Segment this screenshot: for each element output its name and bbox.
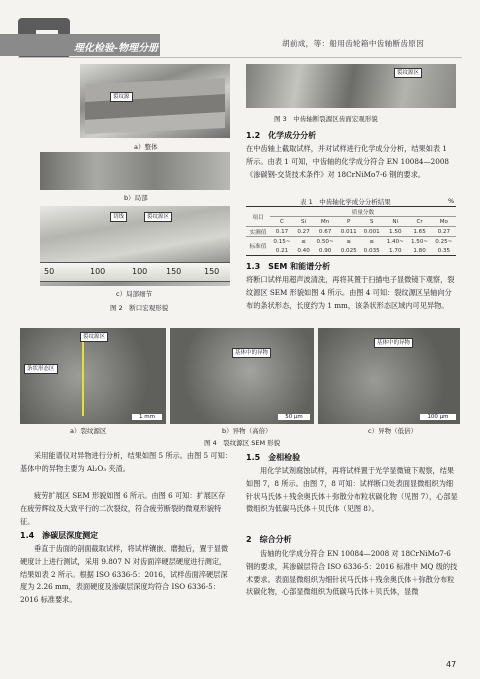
scale-bar: 1 mm xyxy=(132,414,162,420)
page-number: 47 xyxy=(446,660,457,669)
figure2c-photo xyxy=(40,206,230,286)
ruler-number: 150 xyxy=(166,267,182,276)
table-cell: 0.40 xyxy=(297,247,310,254)
running-head: 胡前成，等：船用齿轮箱中齿轴断齿原因 xyxy=(282,39,425,48)
table-cell: 1.50~ xyxy=(410,238,429,245)
tag-crack-source-a: 裂纹源 xyxy=(110,92,133,102)
section-1-5-heading: 1.5 金相检验 xyxy=(246,453,301,462)
table-cell: 0.50~ xyxy=(316,238,334,245)
table-cell: 0.21 xyxy=(275,247,289,254)
table-cell: ≤ xyxy=(346,238,352,245)
table-cell: 0.67 xyxy=(313,227,337,237)
table-cell: ≤ xyxy=(301,238,306,245)
figure2b-photo xyxy=(40,152,230,190)
figure4c-sem xyxy=(318,328,460,424)
table1-col: P xyxy=(337,217,360,227)
table-cell: 实测值 xyxy=(246,227,270,237)
figure2a-label: a）整体 xyxy=(134,143,158,151)
table1-caption: 表 1 中齿轴化学成分分析结果 xyxy=(300,198,391,206)
ruler-number: 100 xyxy=(132,267,148,276)
figure2c-label: c）局部细节 xyxy=(116,290,153,298)
scale-bar: 100 μm xyxy=(420,414,456,420)
table-cell: 0.27 xyxy=(294,227,313,237)
table-cell: 0.90 xyxy=(318,247,332,254)
table1-col: C xyxy=(270,217,294,227)
table1-col: S xyxy=(360,217,383,227)
section-1-2-text: 在中齿轴上截取试样，并对试样进行化学成分分析，结果如表 1 所示。由表 1 可知，中齿轴的化学成分符合 EN 10084—2008《渗碳钢-交货技术条件》对 18CrNiMo7-6 钢的要求。 xyxy=(246,144,449,179)
tag-crack-source-sem: 裂纹源区 xyxy=(80,332,108,342)
left-para-1: 采用能谱仪对异物进行分析，结果如图 5 所示。由图 5 可知：基体中的异物主要为 Al₂O₃ 夹渣。 xyxy=(20,451,232,473)
table-cell: 0.15~ xyxy=(273,238,291,245)
left-para-2: 疲劳扩展区 SEM 形貌如图 6 所示。由图 6 可知：扩展区存在疲劳辉纹及大致平行的二次裂纹，符合疲劳断裂的微观形貌特征。 xyxy=(20,491,226,526)
table-cell: 0.001 xyxy=(360,227,383,237)
table-cell: ≤ xyxy=(369,238,375,245)
figure3-caption: 图 3 中齿轴断裂源区齿面宏观形貌 xyxy=(274,115,378,123)
figure4a-label: a）裂纹源区 xyxy=(70,427,107,435)
table-row xyxy=(246,237,456,247)
section-1-4-heading: 1.4 渗碳层深度测定 xyxy=(20,531,99,540)
left-para-3: 垂直于齿面的剖面截取试样，将试样镶嵌、磨抛后，置于显微硬度计上进行测试，采用 9.807 N 对齿面淬硬层硬度进行测定，结果如表 2 所示。根据 ISO 6336-5：2016，试样齿面淬硬层深度为 2.26 mm，表面硬度及渗碳层深度均符合 ISO 6336-5：2016 标准要求。 xyxy=(20,544,229,605)
tag-crack-source-b: 裂纹源区 xyxy=(144,212,172,222)
table-cell: 0.35 xyxy=(437,247,451,254)
ruler-number: 50 xyxy=(44,267,55,276)
table1 xyxy=(246,206,456,256)
figure2a-photo xyxy=(80,64,230,138)
section-2-heading: 2 综合分析 xyxy=(246,535,292,544)
journal-title: 理化检验-物理分册 xyxy=(74,43,159,54)
table-cell: 0.011 xyxy=(337,227,360,237)
table1-col: Ni xyxy=(383,217,407,227)
table-cell: 1.70 xyxy=(389,247,402,254)
table-cell: 标准值 xyxy=(249,244,267,250)
right-para-1: 用化学试剂腐蚀试样，再将试样置于光学显微镜下观察，结果如图 7，8 所示。由图 7，8 可知：试样断口处表面显微组织为细针状马氏体＋残余奥氏体＋弥散分布粒状碳化物（见图 7），心部显微组织为低碳马氏体＋贝氏体（见图 8）。 xyxy=(246,466,458,514)
tag-step-line: 切线 xyxy=(110,212,127,222)
figure2b-label: b）局部 xyxy=(124,194,148,202)
table1-unit: % xyxy=(448,197,455,205)
section-1-3-text: 将断口试样用超声波清洗，再将其置于扫描电子显微镜下观察，裂纹源区 SEM 形貌如图 4 所示。由图 4 可知：裂纹源区呈轴向分布的条状形态，长度约为 1 mm，该条状形态区域内可见异物。 xyxy=(246,275,455,310)
table1-header-group: 质量分数 xyxy=(270,207,456,217)
table-cell: 0.27 xyxy=(432,227,456,237)
table1-col: Mn xyxy=(313,217,337,227)
scale-bar: 50 μm xyxy=(278,414,310,420)
right-para-2: 齿轴的化学成分符合 EN 10084—2008 对 18CrNiMo7-6 钢的要求，其渗碳层符合 ISO 6336-5：2016 标准中 MQ 级的技术要求。表面显微组织为细针状马氏体＋残余奥氏体＋弥散分布粒状碳化物，心部显微组织为低碳马氏体＋贝氏体，显微 xyxy=(246,549,458,597)
strip-marker xyxy=(82,338,84,416)
table-cell: 1.40~ xyxy=(386,238,404,245)
table-cell: 1.65 xyxy=(407,227,431,237)
table-cell: 0.25~ xyxy=(435,238,453,245)
figure4c-label: c）异物（低倍） xyxy=(368,427,418,435)
table1-col: Cr xyxy=(407,217,431,227)
table-cell: 0.17 xyxy=(270,227,294,237)
section-1-3-heading: 1.3 SEM 和能谱分析 xyxy=(246,262,331,271)
table-row xyxy=(246,227,456,237)
tag-strip-zone: 条状形态区 xyxy=(24,364,58,374)
table-cell: 1.50 xyxy=(383,227,407,237)
figure4-caption: 图 4 裂纹源区 SEM 形貌 xyxy=(204,439,281,447)
header-rule xyxy=(18,57,462,58)
tag-crack-source-fig3: 裂纹源区 xyxy=(394,68,422,78)
ruler-number: 150 xyxy=(204,267,220,276)
figure3-photo xyxy=(246,64,456,108)
table-cell: 0.035 xyxy=(363,247,380,254)
ruler-number: 100 xyxy=(90,267,106,276)
table1-col: Mo xyxy=(432,217,456,227)
figure4a-sem xyxy=(20,328,166,424)
table1-col: Si xyxy=(294,217,313,227)
section-1-2-heading: 1.2 化学成分分析 xyxy=(246,131,317,140)
table-cell: 1.80 xyxy=(413,247,426,254)
figure2-caption: 图 2 断口宏观形貌 xyxy=(110,304,169,312)
table-row xyxy=(246,246,456,255)
tag-foreign-matter-low: 基体中的异物 xyxy=(374,338,413,348)
scale-ruler xyxy=(40,262,230,282)
table-cell: 0.025 xyxy=(340,247,357,254)
figure4b-sem xyxy=(170,328,314,424)
figure4b-label: b）异物（高倍） xyxy=(222,427,272,435)
figure2a-gear-shape xyxy=(80,64,230,138)
tag-foreign-matter-high: 基体中的异物 xyxy=(232,348,271,358)
table1-header-item: 项目 xyxy=(246,207,270,227)
